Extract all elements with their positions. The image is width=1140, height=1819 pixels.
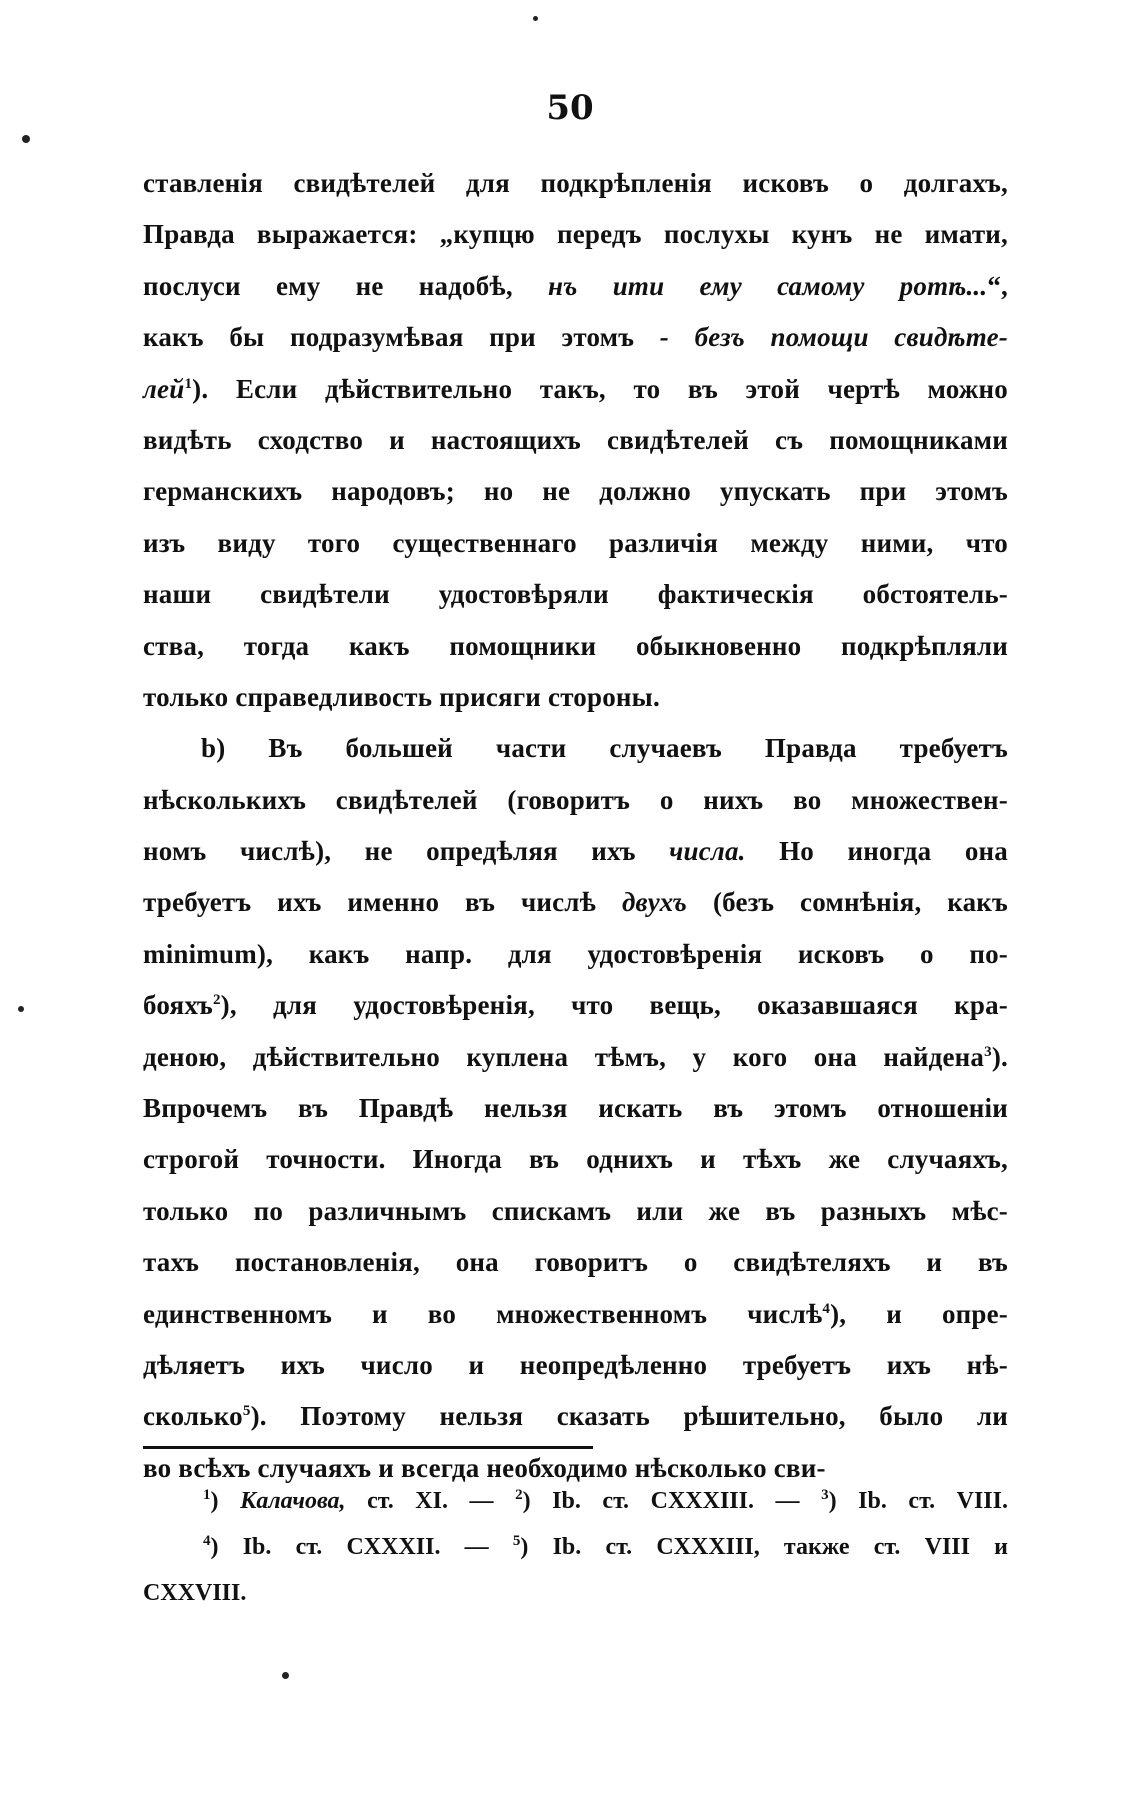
text-run: германскихъ народовъ; но не должно упускать при этомъ [143,476,1008,507]
italic-text: - безъ помощи свидѣте- [659,322,1008,353]
text-run: Впрочемъ въ Правдѣ нельзя искать въ этомъ отношеніи [143,1093,1008,1124]
text-line [143,775,1008,826]
text-run: b) Въ большей части случаевъ Правда требуетъ [201,733,1008,764]
text-run: только по различнымъ спискамъ или же въ разныхъ мѣс- [143,1195,1008,1226]
text-line [143,1032,1008,1083]
text-run: minimum), какъ напр. для удостовѣренія исковъ о по- [143,938,1008,969]
text-line [143,672,1008,723]
text-line [143,980,1008,1031]
text-line [143,364,1008,415]
text-run: требуетъ ихъ именно въ числѣ [143,887,622,918]
page-number: 50 [546,88,594,128]
text-run: Правда выражается: „купцю передъ послухы кунъ не имати, [143,219,1008,250]
text-run: наши свидѣтели удостовѣряли фактическія обстоятель- [143,579,1008,610]
text-run: строгой точности. Иногда въ однихъ и тѣхъ же случаяхъ, [143,1144,1008,1175]
text-run: дѣляетъ ихъ число и неопредѣленно требуетъ ихъ нѣ- [143,1349,1008,1380]
text-run: (безъ сомнѣнія, какъ [687,887,1009,918]
text-line [143,518,1008,569]
text-run: ст. XI. — [345,1488,516,1514]
italic-text: числа. [669,836,746,867]
text-line [143,1391,1008,1442]
text-run: послуси ему не надобѣ, [143,270,548,301]
footnote-marker: 1 [203,1487,211,1503]
text-run: ) Ib. ст. CXXXII. — [210,1534,513,1560]
footnote-marker: 1 [184,375,193,392]
text-run: ). Поэтому нельзя сказать рѣшительно, было ли [250,1401,1008,1432]
text-run: ) Ib. ст. CXXXIII, также ст. VIII и [520,1534,1008,1560]
text-run: бояхъ [143,990,213,1021]
scan-speck [533,16,538,21]
text-line [143,261,1008,312]
text-line [143,466,1008,517]
text-line [143,415,1008,466]
text-run: ) Ib. ст. VIII. [828,1488,1008,1514]
scan-speck [18,1006,24,1012]
text-run: CXXVIII. [143,1580,247,1606]
text-run: номъ числѣ), не опредѣляя ихъ [143,836,670,867]
text-run: единственномъ и во множественномъ числѣ [143,1298,823,1329]
footnote-marker: 3 [821,1487,829,1503]
text-line [143,312,1008,363]
text-line [143,209,1008,260]
scan-speck [282,1672,289,1679]
text-run: только справедливость присяги стороны. [143,681,660,712]
text-line [143,1083,1008,1134]
text-line [143,929,1008,980]
text-run: ). Если дѣйствительно такъ, то въ этой чертѣ можно [192,373,1008,404]
footnote-marker: 5 [512,1533,521,1549]
footnote-marker: 5 [242,1403,251,1420]
text-run: нѣсколькихъ свидѣтелей (говоритъ о нихъ во множествен- [143,784,1008,815]
text-run: видѣть сходство и настоящихъ свидѣтелей съ помощниками [143,424,1008,455]
text-run: ства, тогда какъ помощники обыкновенно подкрѣпляли [143,630,1008,661]
footnote-marker: 2 [515,1487,523,1503]
text-run: ), для удостовѣренія, что вещь, оказавшаяся кра- [220,990,1008,1021]
footnotes [143,1478,1008,1616]
footnote-marker: 4 [203,1533,211,1549]
text-run: изъ виду того существеннаго различія между ними, что [143,527,1008,558]
text-run: во всѣхъ случаяхъ и всегда необходимо нѣсколько сви- [143,1452,826,1483]
text-line [143,877,1008,928]
text-line [143,569,1008,620]
text-run: Но иногда она [745,836,1008,867]
italic-text: двухъ [621,887,688,918]
italic-text: нъ ити ему самому ротѣ... [547,270,988,301]
footnote-divider [143,1446,593,1449]
text-line [143,826,1008,877]
text-line [143,158,1008,209]
text-run: тахъ постановленія, она говоритъ о свидѣтеляхъ и въ [143,1247,1008,1278]
text-run: ). [991,1041,1008,1072]
text-line [143,723,1008,774]
text-run: деною, дѣйствительно куплена тѣмъ, у кого она найдена [143,1041,985,1072]
text-run: ) [210,1488,241,1514]
text-run: сколько [143,1401,243,1432]
text-run: какъ бы подразумѣвая при этомъ [143,322,660,353]
footnote-line [143,1570,1008,1616]
footnote-line [143,1478,1008,1524]
italic-text: Калачова, [240,1488,346,1514]
text-run: “, [987,270,1008,301]
italic-text: лей [143,373,185,404]
text-line [143,1237,1008,1288]
scan-speck [22,135,30,143]
text-line [143,1289,1008,1340]
footnote-marker: 4 [822,1300,831,1317]
text-run: ставленія свидѣтелей для подкрѣпленія исковъ о долгахъ, [143,168,1008,198]
text-line [143,1134,1008,1185]
footnote-marker: 2 [212,992,221,1009]
body-text [143,158,1008,1494]
footnote-marker: 3 [984,1043,992,1060]
text-run: ), и опре- [830,1298,1008,1329]
text-run: ) Ib. ст. CXXXIII. — [522,1488,822,1514]
text-line [143,621,1008,672]
text-line [143,1186,1008,1237]
footnote-line [143,1524,1008,1570]
text-line [143,1340,1008,1391]
